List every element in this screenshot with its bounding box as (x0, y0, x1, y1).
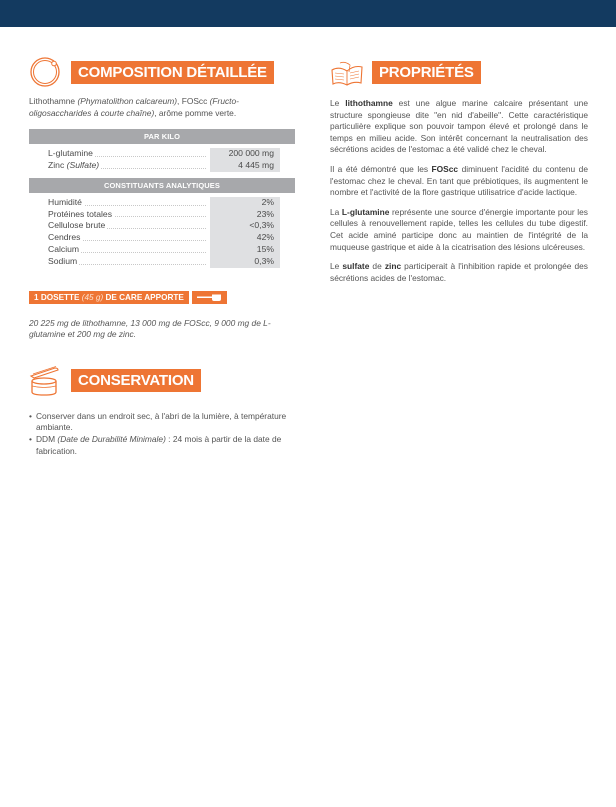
dose-banner (29, 291, 295, 304)
conservation-list (29, 411, 295, 457)
left-column (29, 56, 295, 457)
table-row (29, 244, 295, 256)
constituants-header: CONSTITUANTS ANALYTIQUES (29, 178, 295, 193)
row-label: Zinc (48, 159, 67, 170)
par-kilo-table (29, 129, 295, 172)
list-item (29, 434, 295, 457)
paragraph-text: Le (330, 98, 346, 108)
ddm-definition: (Date de Durabilité Minimale) (57, 433, 166, 444)
intro-foscc-definition: (Fructo-oligosaccharides à courte chaîne) (29, 96, 239, 118)
dose-label (29, 291, 189, 304)
paragraph-foscc (330, 164, 588, 199)
row-label: Calcium (48, 243, 80, 254)
par-kilo-header: PAR KILO (29, 129, 295, 144)
list-item: • Conserver dans un endroit sec, à l'abri de la lumière, à température ambiante. (29, 411, 295, 434)
conservation-title: CONSERVATION (71, 369, 201, 392)
paragraph-text: La (330, 206, 342, 217)
table-row (29, 232, 295, 244)
paragraph-glutamine (330, 207, 588, 253)
dose-label-text: DE CARE APPORTE (103, 292, 184, 302)
intro-text: , arôme pomme verte. (154, 107, 237, 118)
row-value: <0,3% (210, 220, 280, 232)
row-label: Cellulose brute (48, 220, 106, 231)
paragraph-text: diminuent l'acidité du contenu de l'estomac chez le cheval. En tant que prébiotiques, ils augmentent le nombre et l'activité de la flore gastrique utilisatrice d'acide lactique. (330, 163, 588, 198)
table-row (29, 148, 295, 160)
paragraph-text: participerait à l'inhibition rapide et prolongée des sécrétions acides de l'estomac. (330, 261, 588, 283)
table-row (29, 209, 295, 221)
dose-description: 20 225 mg de lithothamne, 13 000 mg de FOScc, 9 000 mg de L-glutamine et 200 mg de zinc. (29, 317, 271, 340)
proprietes-header (330, 56, 588, 88)
header-band (0, 0, 616, 27)
paragraph-text: représente une source d'énergie importante pour les cellules à renouvellement rapide, telles les cellules du tube digestif. Cet acide aminé participe donc au maintien de l'intégrité de la muqueuse gastrique et aide à la cicatrisation des lésions ulcéreuses. (330, 206, 588, 252)
keyword: zinc (384, 261, 402, 272)
list-item-text: : 24 mois à partir de la date de fabrication. (36, 433, 282, 456)
table-row (29, 160, 295, 172)
paragraph-lithothamne (330, 98, 588, 156)
open-jar-icon (29, 365, 63, 397)
row-label-detail: (Sulfate) (66, 159, 100, 170)
keyword: lithothamne (345, 98, 393, 108)
table-row (29, 256, 295, 268)
row-label: Sodium (48, 255, 78, 266)
table-row (29, 197, 295, 209)
dose-weight: (45 g) (81, 292, 104, 302)
paragraph-text: Il a été démontré que les (330, 163, 432, 174)
paragraph-text: est une algue marine calcaire présentant une structure spongieuse dite "en nid d'abeille". Cette caractéristique particulière explique son pouvoir tampon élevé et prolongé dans le temps en milieu acide. Son intérêt concernant la neutralisation des sécrétions acides de l'estomac a été validé chez le cheval. (330, 98, 588, 155)
conservation-header (29, 365, 295, 397)
row-value: 2% (210, 197, 280, 209)
scoop-icon (192, 291, 227, 304)
open-book-icon (330, 56, 364, 88)
paragraph-zinc (330, 261, 588, 284)
composition-header (29, 56, 295, 88)
intro-text: , FOScc (177, 96, 210, 106)
paragraph-text: de (369, 261, 385, 272)
paragraph-text: Le (330, 261, 343, 272)
ring-icon (29, 56, 63, 88)
composition-intro (29, 96, 295, 119)
table-row (29, 220, 295, 232)
constituants-table (29, 178, 295, 268)
row-value: 42% (210, 232, 280, 244)
row-value: 15% (210, 244, 280, 256)
row-label: L-glutamine (48, 148, 93, 159)
list-item-text: DDM (36, 433, 58, 444)
keyword: L-glutamine (341, 206, 390, 217)
row-value: 200 000 mg (210, 148, 280, 160)
row-label: Humidité (48, 196, 82, 207)
intro-latin-name: (Phymatolithon calcareum) (77, 96, 178, 106)
keyword: sulfate (342, 261, 370, 272)
row-value: 23% (210, 209, 280, 221)
keyword: FOScc (431, 163, 459, 174)
row-label: Cendres (48, 232, 81, 243)
dose-label-text: 1 DOSETTE (34, 292, 82, 302)
proprietes-body (330, 98, 588, 284)
intro-text: Lithothamne (29, 96, 78, 106)
composition-title: COMPOSITION DÉTAILLÉE (71, 61, 274, 84)
row-value: 4 445 mg (210, 160, 280, 172)
row-label: Protéines totales (48, 208, 113, 219)
row-value: 0,3% (210, 256, 280, 268)
proprietes-title: PROPRIÉTÉS (372, 61, 481, 84)
right-column (330, 56, 588, 284)
